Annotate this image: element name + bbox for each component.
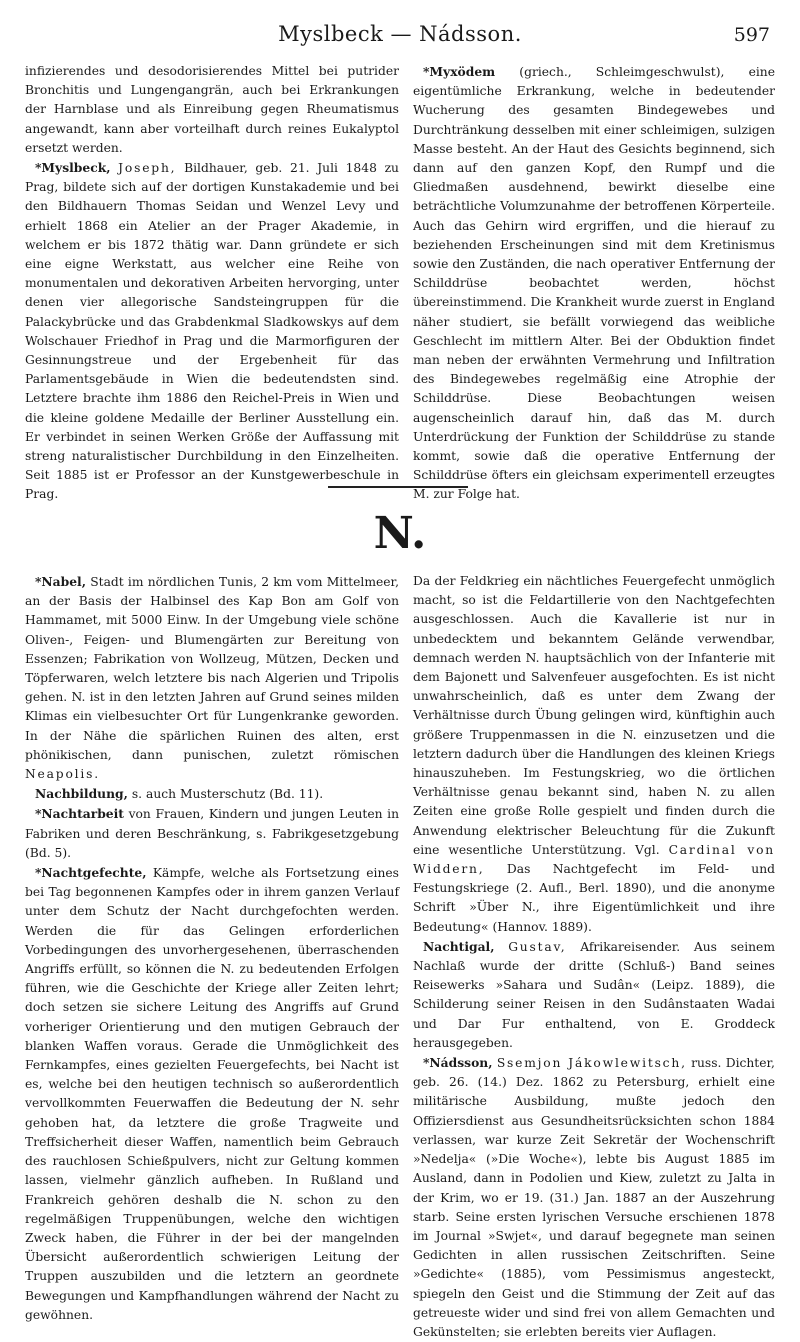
running-title: Myslbeck — Nádsson. bbox=[278, 22, 522, 46]
entry-text: Kämpfe, welche als Fortsetzung eines bei Tag begonnenen Kampfes oder in ihrem ganzen Verlauf unter dem Schutz der Nacht durchgefochten werden. Werden die für das Gelingen erforderlichen Vorbedingungen des unvorhergesehenen, überraschenden Angriffs erfüllt, so können die N. zu bedeutenden Erfolgen führen, wie die Geschichte der Kriege aller Zeiten lehrt; doch setzen sie sichere Leitung des Angriffs auf Grund vorheriger Orientierung und den mutigen Gebrauch der blanken Waffen voraus. Gerade die Unmöglichkeit des Fernkampfes, eines gezielten Feuergefechts, bei Nacht ist es, welche bei den heutigen technisch so außerordentlich vervollkommten Feuerwaffen die Bedeutung der N. sehr gehoben hat, da letztere die große Tragweite und Treffsicherheit dieser Waffen, namentlich beim Gebrauch des rauchlosen Schießpulvers, nicht zur Geltung kommen lassen, vielmehr gänzlich aufheben. In Rußland und Frankreich gehören deshalb die N. schon zu den regelmäßigen Truppenübungen, welche den wichtigen Zweck haben, die Führer in der bei der mangelnden Übersicht außerordentlich schwierigen Leitung der Truppen auszubilden und die letztern an geordnete Bewegungen und Kampfhandlungen während der Nacht zu gewöhnen. bbox=[25, 866, 399, 1322]
entry-text-end: Neapolis. bbox=[25, 767, 100, 782]
entry-text: s. auch Musterschutz (Bd. 11). bbox=[131, 787, 324, 802]
entry-name: Gustav, bbox=[508, 939, 567, 954]
entry-nachtarbeit bbox=[25, 804, 399, 863]
entry-author: Cardinal von Widdern, bbox=[413, 842, 775, 877]
entry-text: russ. Dichter, geb. 26. (14.) Dez. 1862 zu Petersburg, erhielt eine militärische Ausbildung, mußte jedoch den Offiziersdienst aus Gesundheitsrücksichten schon 1884 verlassen, war kurze Zeit Sekretär der Wochenschrift »Nedelja« (»Die Woche«), lebte bis August 1885 im Ausland, dann in Podolien und Kiew, zuletzt zu Jalta in der Krim, wo er 19. (31.) Jan. 1887 an der Auszehrung starb. Seine ersten lyrischen Versuche erschienen 1878 im Journal »Swjet«, und darauf begegnete man seinen Gedichten in allen russischen Zeitschriften. Seine »Gedichte« (1885), vom Pessimismus angesteckt, spiegeln den Geist und die Stimmung der Zeit auf das getreueste wider und sind frei von allem Gemachten und Gekünstelten; sie erlebten bereits vier Auflagen. bbox=[413, 1056, 775, 1339]
section-letter: N. bbox=[373, 508, 427, 559]
entry-text: Da der Feldkrieg ein nächtliches Feuergefecht unmöglich macht, so ist die Feldartillerie von den Nachtgefechten ausgeschlossen. Auch die Kavallerie ist nur in unbedecktem und bekanntem Gelände verwendbar, demnach werden N. hauptsächlich von der Infanterie mit dem Bajonett und Salvenfeuer ausgefochten. Es ist nicht unwahrscheinlich, daß es unter dem Zwang der Verhältnisse durch Übung gelingen wird, künftighin auch größere Truppenmassen in die N. einzusetzen und die letztern dadurch über die Handlungen des kleinen Kriegs hinauszuheben. Im Festungskrieg, wo die örtlichen Verhältnisse genau bekannt sind, haben N. zu allen Zeiten eine große Rolle gespielt und finden durch die Anwendung elektrischer Beleuchtung für die Zukunft eine wesentliche Unterstützung. Vgl. bbox=[413, 574, 775, 857]
entry-text-end: Das Nachtgefecht im Feld- und Festungskriege (2. Aufl., Berl. 1890), und die anonyme Schrift »Über N., ihre Eigentümlichkeit und ihre Bedeutung« (Hannov. 1889). bbox=[413, 862, 775, 934]
entry-text: Stadt im nördlichen Tunis, 2 km vom Mittelmeer, an der Basis der Halbinsel des Kap Bon am Golf von Hammamet, mit 5000 Einw. In der Umgebung viele schöne Oliven-, Feigen- und Blumengärten zur Bereitung von Essenzen; Fabrikation von Wollzeug, Mützen, Decken und Töpferwaren, welch letztere bis nach Algerien und Tripolis gehen. N. ist in den letzten Jahren auf Grund seines milden Klimas ein vielbesuchter Ort für Lungenkranke geworden. In der Nähe die spärlichen Ruinen des alten, erst phönikischen, dann punischen, zuletzt römischen bbox=[25, 575, 399, 762]
entry-nadsson bbox=[413, 1053, 775, 1342]
entry-text: von Frauen, Kindern und jungen Leuten in Fabriken und deren Beschränkung, s. Fabrikgesetzgebung (Bd. 5). bbox=[25, 807, 399, 860]
entry-nachtigal bbox=[413, 937, 775, 1053]
entry-headword: *Nachtarbeit bbox=[35, 806, 124, 822]
entry-nabel bbox=[25, 572, 399, 784]
column-top-right bbox=[413, 62, 775, 505]
entry-text: Bildhauer, geb. 21. Juli 1848 zu Prag, bildete sich auf der dortigen Kunstakademie und bei den Bildhauern Thomas Seidan und Wenzel Levy und erhielt 1868 ein Atelier an der Prager Akademie, in welchem er bis 1872 thätig war. Dann gründete er sich eine eigne Werkstatt, aus welcher eine Reihe von monumentalen und dekorativen Arbeiten hervorging, unter denen vier allegorische Sandsteingruppen für die Palackybrücke und das Grabdenkmal Sladkowskys auf dem Wolschauer Friedhof in Prag und die Marmorfiguren der Gesinnungstreue und der Ergebenheit für das Parlamentsgebäude in Wien die bedeutendsten sind. Letztere brachte ihm 1886 den Reichel-Preis in Wien und die kleine goldene Medaille der Berliner Ausstellung ein. Er verbindet in seinen Werken Größe der Auffassung mit streng naturalistischer Durchbildung in den Einzelheiten. Seit 1885 ist er Professor an der Kunstgewerbeschule in Prag. bbox=[25, 161, 399, 502]
entry-name: Joseph, bbox=[118, 161, 177, 176]
entry-headword: *Myxödem bbox=[423, 64, 496, 79]
entry-nachtgefechte bbox=[25, 863, 399, 1325]
entry-headword: *Nachtgefechte, bbox=[35, 865, 147, 881]
entry-headword: *Myslbeck, bbox=[35, 160, 111, 176]
column-bottom-left bbox=[25, 572, 399, 1325]
column-bottom-right bbox=[413, 572, 775, 1342]
entry-headword: *Nádsson, bbox=[423, 1055, 493, 1071]
entry-continuation bbox=[413, 572, 775, 937]
entry-headword: *Nabel, bbox=[35, 574, 87, 589]
entry-text: (griech., Schleimgeschwulst), eine eigentümliche Erkrankung, welche in bedeutender Wucherung des gesamten Bindegewebes und Durchtränkung desselben mit einer schleimigen, sulzigen Masse besteht. An der Haut des Gesichts beginnend, sich dann auf den ganzen Kopf, den Rumpf und die Gliedmaßen ausdehnend, bewirkt dieselbe eine beträchtliche Volumzunahme der betroffenen Körperteile. Auch das Gehirn wird ergriffen, und die hierauf zu beziehenden Erscheinungen sind mit dem Kretinismus sowie den Zuständen, die nach operativer Entfernung der Schilddrüse beobachtet werden, höchst übereinstimmend. Die Krankheit wurde zuerst in England näher studiert, sie befällt vorwiegend das weibliche Geschlecht im mittlern Alter. Bei der Obduktion findet man neben der erwähnten Vermehrung und Infiltration des Bindegewebes regelmäßig eine Atrophie der Schilddrüse. Diese Beobachtungen weisen augenscheinlich darauf hin, daß das M. durch Unterdrückung der Funktion der Schilddrüse zu stande kommt, sowie daß die operative Entfernung der Schilddrüse öfters ein gleichsam experimentell erzeugtes M. zur Folge hat. bbox=[413, 65, 775, 502]
entry-nachbildung bbox=[25, 784, 399, 804]
entry-myslbeck bbox=[25, 158, 399, 505]
page-number: 597 bbox=[733, 24, 770, 46]
section-divider bbox=[328, 486, 468, 488]
entry-headword: Nachbildung, bbox=[35, 786, 128, 802]
entry-text: Afrikareisender. Aus seinem Nachlaß wurde der dritte (Schluß-) Band seines Reisewerks »Sahara und Sudân« (Leipz. 1889), die Schilderung seiner Reisen in den Sudânstaaten Wadai und Dar Fur enthaltend, von E. Groddeck herausgegeben. bbox=[413, 939, 775, 1050]
entry-name: Ssemjon Jákowlewitsch, bbox=[496, 1056, 687, 1071]
entry-continuation: infizierendes und desodorisierendes Mittel bei putrider Bronchitis und Lungengangrän, auch bei Erkrankungen der Harnblase und als Einreibung gegen Rheumatismus angewandt, kann aber vorteilhaft durch reines Eukalyptol ersetzt werden. bbox=[25, 64, 399, 155]
entry-myxoedem bbox=[413, 62, 775, 505]
column-top-left bbox=[25, 62, 399, 505]
page-header bbox=[0, 22, 800, 56]
entry-headword: Nachtigal, bbox=[423, 938, 495, 954]
